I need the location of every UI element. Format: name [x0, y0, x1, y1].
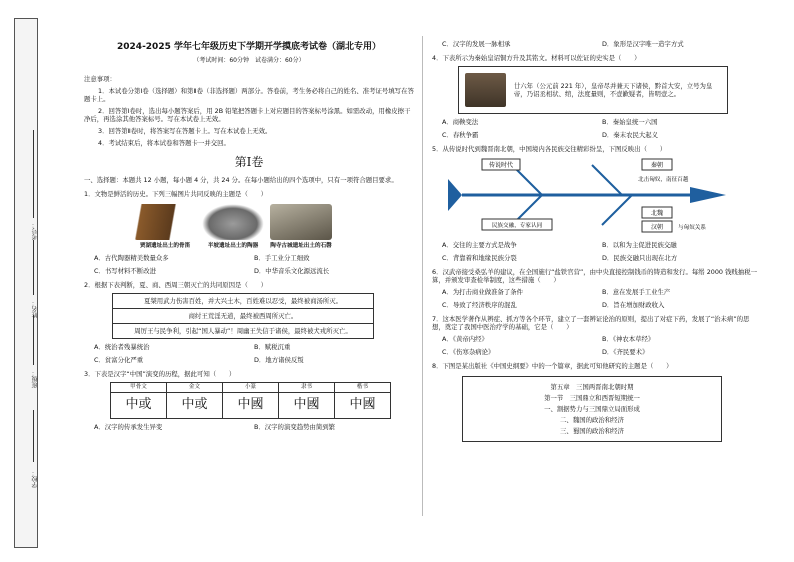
table-header: 甲骨文	[111, 382, 167, 392]
fish-tail	[448, 179, 462, 211]
question-4	[432, 54, 762, 139]
bone-flute-image	[134, 204, 196, 240]
node-label: 汉朝	[650, 224, 664, 231]
glyph-cell: 中或	[111, 392, 167, 418]
right-column	[432, 40, 762, 442]
option-a: A．统治者残暴统治	[94, 342, 150, 351]
contents-line: 第一节 三国鼎立和西晋短期统一	[544, 394, 640, 402]
notice-item: 2．回答第Ⅰ卷时，选出每小题答案后，用 2B 铅笔把答题卡上对应题目的答案标号涂黑。如需改动，用橡皮擦干净后，再选涂其他答案标号。写在本试卷上无效。	[84, 106, 411, 123]
question-1	[84, 190, 414, 275]
artifact-captions	[134, 243, 414, 250]
section-title: 第Ⅰ卷	[234, 154, 264, 169]
glyph-cell: 中國	[223, 392, 279, 418]
notice-item: 3．回答第Ⅱ卷时，将答案写在答题卡上。写在本试卷上无效。	[98, 126, 272, 135]
option-a: A．《黄帝内经》	[442, 335, 488, 343]
caption: 贾湖遗址出土的骨笛	[139, 242, 191, 249]
id-line	[33, 130, 34, 218]
notice-item: 1．本试卷分第Ⅰ卷（选择题）和第Ⅱ卷（非选择题）两部分。答卷前，考生务必将自己的姓名、准考证号填写在答题卡上。	[84, 86, 414, 103]
glyph-cell: 中國	[279, 392, 335, 418]
glyph-cell: 中或	[167, 392, 223, 418]
option-b: B．秦始皇统一六国	[602, 118, 658, 126]
option-c: C．《伤寒杂病论》	[442, 348, 495, 356]
exam-title: 2024-2025 学年七年级历史下学期开学摸底考试卷（湖北专用）	[117, 42, 381, 52]
option-b: B．意在发展手工业生产	[602, 288, 671, 296]
option-c: C．贫富分化严重	[94, 355, 144, 364]
name-label: 姓名：	[32, 300, 39, 318]
options	[432, 118, 762, 139]
option-c: C．汉字的发展一脉相承	[442, 40, 511, 48]
notice-heading: 注意事项：	[84, 74, 116, 83]
node-label: 与匈奴关系	[678, 225, 706, 231]
name-line	[33, 240, 34, 295]
option-a: A．为打击商业做准备了条件	[442, 288, 524, 296]
notice-item: 4．考试结束后，将本试卷和答题卡一并交回。	[98, 138, 230, 147]
options	[84, 343, 414, 364]
bronze-measure-box	[458, 66, 728, 114]
section-instruction: 一、选择题：本题共 12 小题，每小题 4 分，共 24 分。在每小题给出的四个选项中，只有一项符合题目要求。	[84, 175, 398, 184]
class-line	[33, 315, 34, 365]
inscription-text: 廿六年（公元前 221 年），皇帝尽并兼天下诸侯，黔首大安，立号为皇帝，乃诏丞相状、绾，法度量则，不壹歉疑者，皆明壹之。	[513, 82, 713, 98]
table-row: 商纣王荒淫无道，最终被西周所灭亡。	[113, 309, 373, 324]
node-label: 北魏	[650, 210, 664, 217]
options	[84, 423, 414, 431]
bronze-measure-image	[465, 73, 506, 107]
options	[432, 40, 762, 48]
question-stem: 1．文物是鲜活的历史。下列三幅图片共同反映的主题是（ ）	[84, 189, 268, 198]
options	[84, 254, 414, 275]
option-a: A．交往的主要方式是战争	[442, 241, 517, 249]
node-label: 秦朝	[650, 162, 664, 169]
question-7	[432, 315, 762, 356]
caption: 半坡遗址出土的陶器	[207, 242, 259, 249]
option-a: A．商鞅变法	[442, 118, 479, 126]
table-row: 夏桀用武力伤害百姓，并大兴土木，百姓难以忍受，最终被商汤所灭。	[113, 294, 373, 309]
question-stem: 2．根据下表判断，夏、商、西周三朝灭亡的共同原因是（ ）	[84, 280, 268, 289]
contents-line: 第五章 三国两晋南北朝时期	[550, 383, 634, 391]
option-d: D．地方诸侯反叛	[254, 355, 304, 364]
option-a: A．汉字的传承发生异变	[94, 422, 163, 431]
option-b: B．《神农本草经》	[602, 335, 655, 343]
node-label: 传说时代	[488, 162, 514, 169]
question-stem: 8．下图是某出版社《中国史纲要》中的一个篇章，据此可知他研究的主题是（ ）	[432, 362, 673, 370]
exam-subtitle: （考试时间：60分钟 试卷满分：60分）	[193, 57, 305, 65]
question-8	[432, 362, 762, 442]
question-stem: 3．下表是汉字“中国”演变的历程，据此可知（ ）	[84, 369, 236, 378]
option-c: C．书写材料不断改进	[94, 266, 156, 275]
column-divider	[422, 36, 423, 516]
table-header: 隶书	[279, 382, 335, 392]
option-b: B．手工业分工细致	[254, 253, 310, 262]
option-d: D．民族交融只出现在北方	[602, 254, 678, 262]
school-line	[33, 410, 34, 462]
fishbone-diagram	[442, 157, 732, 235]
option-c: C．春秋争霸	[442, 131, 479, 139]
question-5	[432, 145, 762, 262]
contents-line: 三、蜀国的政治和经济	[560, 427, 624, 435]
option-d: D．秦末农民大起义	[602, 131, 659, 139]
node-label: 民族交融，专家认同	[491, 223, 543, 229]
option-d: D．象形是汉字唯一造字方式	[602, 40, 684, 48]
option-b: B．汉字的演变趋势由简到繁	[254, 422, 336, 431]
table-header: 金文	[167, 382, 223, 392]
class-label: 班级：	[32, 370, 39, 388]
question-3	[84, 370, 414, 431]
contents-line: 一、割据势力与三国鼎立局面形成	[544, 405, 640, 413]
character-evolution-table	[110, 382, 391, 419]
table-header: 小篆	[223, 382, 279, 392]
option-c: C．导致了经济秩序的混乱	[442, 301, 517, 309]
id-label: 考号：	[32, 222, 39, 240]
left-column	[84, 40, 414, 431]
question-stem: 6．汉武帝接受桑弘羊的建议，在全国施行“盐铁官营”，由中央直接控制钱币的铸造和发行。每缗 2000 钱贱抽税一算，并颁发审查检举制度，这些措施（ ）	[432, 268, 757, 284]
option-d: D．旨在增加财政收入	[602, 301, 665, 309]
option-a: A．古代陶器精美数量众多	[94, 253, 169, 262]
option-b: B．以和为主促进民族交融	[602, 241, 677, 249]
option-d: D．中华音乐文化源远流长	[254, 266, 330, 275]
book-contents-box	[462, 376, 722, 442]
artifact-images	[134, 204, 414, 240]
side-note: 北击匈奴，南征百越	[638, 177, 689, 183]
caption: 陶寺古城遗址出土的石磬	[270, 242, 332, 249]
question-stem: 7．这本医学著作从辨症、抓方等各个环节，建立了一套辨证论治的原则，提出了对症下药，发展了“治未病”的思想，奠定了我国中医治疗学的基础，它是（ ）	[432, 315, 750, 331]
options	[432, 335, 762, 356]
options	[432, 241, 762, 262]
option-b: B．赋税沉重	[254, 342, 291, 351]
binding-gutter	[14, 18, 38, 548]
option-d: D．《齐民要术》	[602, 348, 649, 356]
contents-line: 二、魏国的政治和经济	[560, 416, 624, 424]
stone-chime-image	[270, 204, 332, 240]
options	[432, 288, 762, 309]
table-header: 楷书	[335, 382, 391, 392]
glyph-cell: 中國	[335, 392, 391, 418]
question-stem: 5．从传说时代到魏晋南北朝，中国境内各民族交往精彩纷呈，下图反映出（ ）	[432, 145, 667, 153]
option-c: C．背靠着和地缘民族分裂	[442, 254, 517, 262]
question-6	[432, 268, 762, 309]
table-row: 周厉王与民争利，引起“国人暴动”！周幽王失信于诸侯，最终被犬戎所灭亡。	[134, 326, 352, 335]
school-label: 学校：	[32, 470, 39, 488]
dynasty-table	[112, 293, 374, 339]
pottery-image	[202, 204, 264, 240]
question-2	[84, 281, 414, 364]
fish-head	[690, 187, 726, 203]
question-stem: 4．下表所示为秦始皇诏铜方升及其铭文。材料可以佐证的史实是（ ）	[432, 54, 641, 62]
